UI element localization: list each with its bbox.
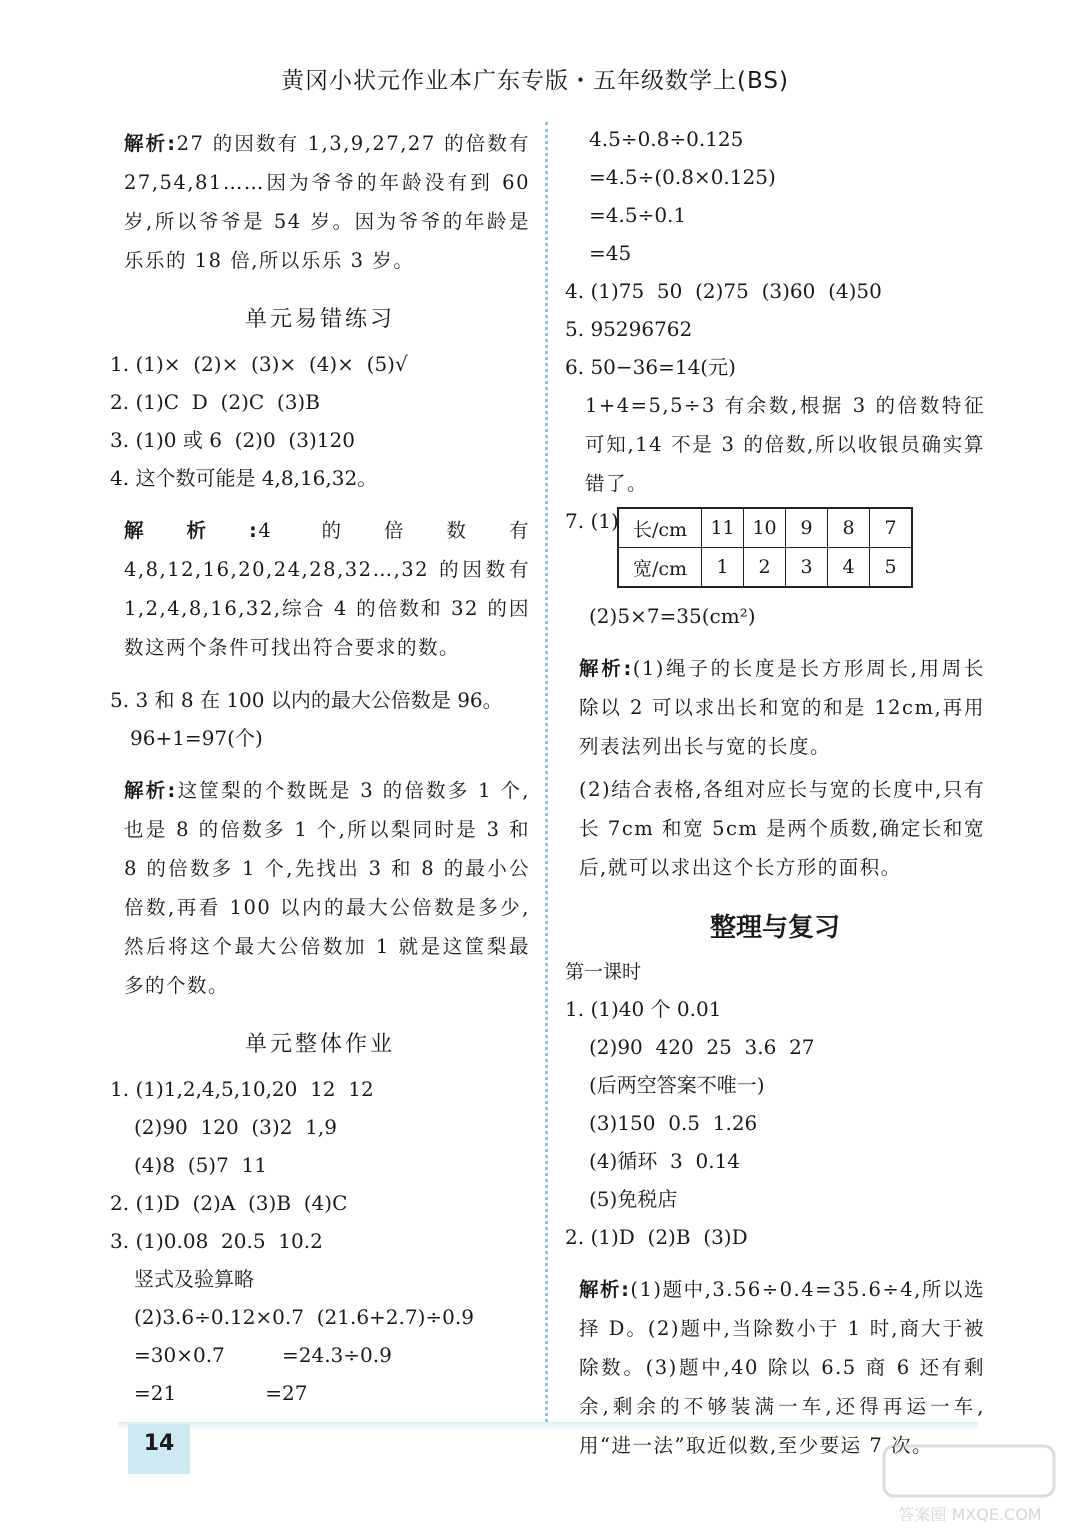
question-7	[565, 507, 985, 597]
answer-line: 96+1=97(个)	[130, 726, 263, 750]
table-cell: 8	[828, 508, 870, 548]
table-cell: 4	[828, 548, 870, 588]
table-cell: 7	[870, 508, 913, 548]
answer-line: 5. 95296762	[565, 317, 693, 341]
answer-line: 3. (1)0.08 20.5 10.2	[110, 1229, 323, 1253]
answer-line: =21 =27	[134, 1381, 308, 1405]
table-row	[618, 508, 912, 548]
analysis-paragraph: 解析:这筐梨的个数既是 3 的倍数多 1 个,也是 8 的倍数多 1 个,所以梨同时是 3 和 8 的倍数多 1 个,先找出 3 和 8 的最小公倍数,再看 100 以内的最大公倍数是多少,然后将这个最大公倍数加 1 就是这筐梨最多的个数。	[124, 779, 530, 997]
page-header: 黄冈小状元作业本广东专版・五年级数学上(BS)	[281, 68, 789, 94]
answer-line: 竖式及验算略	[134, 1267, 254, 1291]
answer-line: (2)3.6÷0.12×0.7 (21.6+2.7)÷0.9	[134, 1305, 474, 1329]
question-7-label: 7. (1)	[565, 509, 619, 533]
table-cell: 3	[786, 548, 828, 588]
analysis-paragraph: 解析:4 的倍数有 4,8,12,16,20,24,28,32…,32 的因数有 1,2,4,8,16,32,综合 4 的倍数和 32 的因数这两个条件可找出符合要求的数。	[124, 519, 530, 659]
analysis-paragraph: 解析:(1)绳子的长度是长方形周长,用周长除以 2 可以求出长和宽的和是 12cm,再用列表法列出长与宽的长度。	[579, 657, 985, 758]
table-row	[618, 548, 912, 588]
table-cell: 10	[744, 508, 786, 548]
answer-line: 2. (1)D (2)A (3)B (4)C	[110, 1191, 348, 1215]
answer-line: (2)5×7=35(cm²)	[589, 604, 756, 628]
table-cell: 长/cm	[618, 508, 702, 548]
calc-line: 4.5÷0.8÷0.125	[589, 127, 744, 151]
calc-line: =4.5÷0.1	[589, 203, 687, 227]
calc-line: =4.5÷(0.8×0.125)	[589, 165, 776, 189]
table-cell: 5	[870, 548, 913, 588]
chapter-title: 整理与复习	[709, 913, 840, 943]
answer-line: (4)8 (5)7 11	[134, 1153, 267, 1177]
section-title-errors: 单元易错练习	[244, 307, 395, 332]
answer-line: 4. 这个数可能是 4,8,16,32。	[110, 466, 378, 490]
analysis-paragraph: 解析:27 的因数有 1,3,9,27,27 的倍数有 27,54,81……因为爷爷的年龄没有到 60 岁,所以爷爷是 54 岁。因为爷爷的年龄是乐乐的 18 倍,所以乐乐 3 岁。	[124, 132, 530, 272]
watermark-text: 答案圈 MXQE.COM	[898, 1505, 1042, 1524]
answer-line: 1. (1)1,2,4,5,10,20 12 12	[110, 1077, 374, 1101]
analysis-paragraph: 解析:(1)题中,3.56÷0.4=35.6÷4,所以选择 D。(2)题中,当除数小于 1 时,商大于被除数。(3)题中,40 除以 6.5 商 6 还有剩余,剩余的不够装满一车,还得再运一车,用“进一法”取近似数,至少要运 7 次。	[579, 1278, 985, 1457]
right-column	[565, 120, 985, 1475]
page-number: 14	[128, 1424, 190, 1474]
calc-line: =45	[589, 241, 632, 265]
answer-line: 2. (1)C D (2)C (3)B	[110, 390, 320, 414]
section-title-unit: 单元整体作业	[244, 1032, 395, 1057]
answer-line: 4. (1)75 50 (2)75 (3)60 (4)50	[565, 279, 882, 303]
left-column	[110, 120, 530, 1412]
answer-line: (4)循环 3 0.14	[589, 1149, 741, 1173]
answer-line: 2. (1)D (2)B (3)D	[565, 1225, 748, 1249]
answer-line: =30×0.7 =24.3÷0.9	[134, 1343, 392, 1367]
answer-line: (5)免税店	[589, 1187, 678, 1211]
lesson-label: 第一课时	[565, 961, 642, 983]
watermark-logo	[880, 1440, 1060, 1530]
column-divider	[545, 122, 548, 1422]
answer-line: 5. 3 和 8 在 100 以内的最大公倍数是 96。	[110, 688, 503, 712]
table-cell: 9	[786, 508, 828, 548]
analysis-paragraph-2: (2)结合表格,各组对应长与宽的长度中,只有长 7cm 和宽 5cm 是两个质数,确定长和宽后,就可以求出这个长方形的面积。	[579, 778, 985, 879]
answer-line: 6. 50−36=14(元)	[565, 355, 736, 379]
table-cell: 11	[702, 508, 744, 548]
length-width-table	[617, 507, 913, 588]
answer-line: (后两空答案不唯一)	[589, 1073, 765, 1097]
answer-line: 3. (1)0 或 6 (2)0 (3)120	[110, 428, 355, 452]
answer-line: 1. (1)40 个 0.01	[565, 997, 722, 1021]
answer-line: (2)90 420 25 3.6 27	[589, 1035, 815, 1059]
explanation-paragraph: 1+4=5,5÷3 有余数,根据 3 的倍数特征可知,14 不是 3 的倍数,所以收银员确实算错了。	[585, 394, 985, 495]
table-cell: 2	[744, 548, 786, 588]
answer-line: (3)150 0.5 1.26	[589, 1111, 758, 1135]
table-cell: 1	[702, 548, 744, 588]
answer-line: (2)90 120 (3)2 1,9	[134, 1115, 337, 1139]
answer-line: 1. (1)× (2)× (3)× (4)× (5)√	[110, 352, 408, 376]
footer-band	[118, 1422, 978, 1430]
table-cell: 宽/cm	[618, 548, 702, 588]
